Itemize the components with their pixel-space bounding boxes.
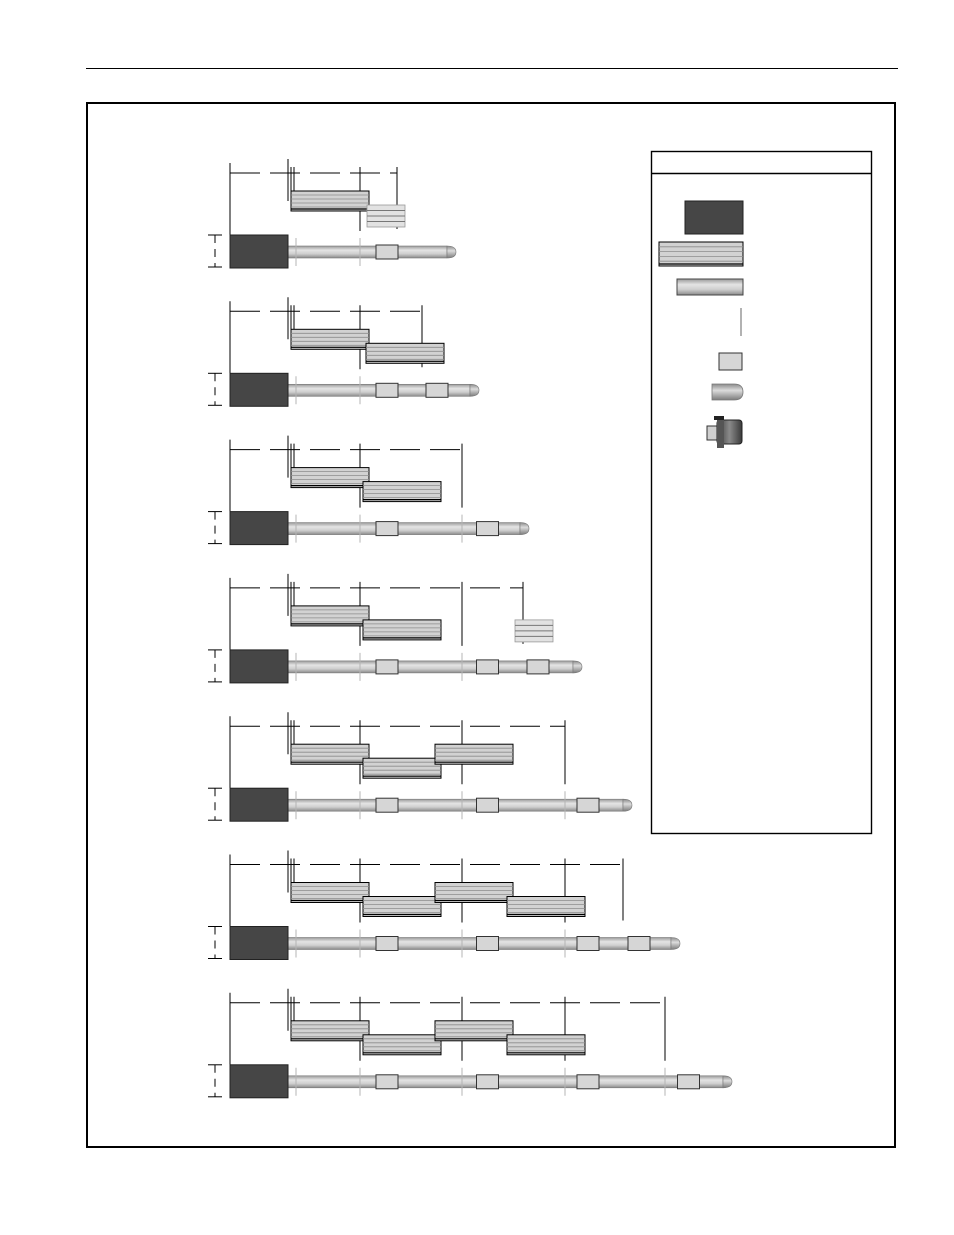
pad-body bbox=[291, 191, 369, 211]
drive-unit bbox=[230, 373, 288, 406]
configuration-5 bbox=[208, 712, 632, 821]
pad-body bbox=[291, 468, 369, 488]
pad-assembly bbox=[291, 191, 369, 211]
pad-body bbox=[363, 758, 441, 778]
drive-unit bbox=[230, 927, 288, 960]
pad-assembly bbox=[291, 468, 369, 488]
end-cap bbox=[520, 523, 529, 535]
slide-block bbox=[477, 522, 499, 536]
partial-pad bbox=[367, 205, 405, 227]
pad-body bbox=[291, 606, 369, 626]
slide-block bbox=[577, 1075, 599, 1089]
tube bbox=[288, 1076, 723, 1088]
pad-assembly bbox=[291, 606, 369, 626]
legend-drive-unit bbox=[685, 201, 743, 234]
slide-block bbox=[477, 798, 499, 812]
configuration-1 bbox=[208, 159, 456, 268]
legend-slide-block bbox=[719, 353, 742, 370]
pad-assembly bbox=[507, 1035, 585, 1055]
slide-block bbox=[577, 937, 599, 951]
clamp-bolt bbox=[714, 416, 724, 420]
end-cap bbox=[573, 661, 582, 673]
pad-body bbox=[507, 897, 585, 917]
configuration-7 bbox=[208, 989, 732, 1098]
pad-assembly bbox=[366, 343, 444, 363]
slide-block bbox=[376, 1075, 398, 1089]
pad-body bbox=[435, 1021, 513, 1041]
pad-body bbox=[291, 329, 369, 349]
pad-body bbox=[435, 883, 513, 903]
end-cap bbox=[447, 246, 456, 258]
pad-assembly bbox=[291, 329, 369, 349]
pad-assembly bbox=[291, 744, 369, 764]
configuration-2 bbox=[208, 297, 479, 406]
pad-body bbox=[366, 343, 444, 363]
slide-block bbox=[376, 383, 398, 397]
pad-assembly bbox=[363, 897, 441, 917]
tube bbox=[288, 799, 623, 811]
end-cap bbox=[623, 799, 632, 811]
drive-unit bbox=[230, 1065, 288, 1098]
drive-unit bbox=[230, 650, 288, 683]
partial-pad bbox=[515, 620, 553, 642]
legend-bearing-clamp bbox=[707, 416, 742, 448]
pad-body bbox=[435, 744, 513, 764]
pad-assembly bbox=[363, 620, 441, 640]
pad-body bbox=[291, 883, 369, 903]
slide-block bbox=[376, 798, 398, 812]
drive-unit bbox=[230, 512, 288, 545]
legend-pad-assembly bbox=[659, 242, 743, 266]
slide-block bbox=[577, 798, 599, 812]
pad-body bbox=[291, 744, 369, 764]
pad-assembly bbox=[507, 897, 585, 917]
slide-block bbox=[477, 660, 499, 674]
slide-block bbox=[376, 245, 398, 259]
end-cap bbox=[723, 1076, 732, 1088]
clamp-web bbox=[717, 420, 724, 448]
pad-assembly bbox=[435, 744, 513, 764]
slide-block bbox=[628, 937, 650, 951]
legend bbox=[652, 152, 872, 834]
drive-unit bbox=[230, 788, 288, 821]
pad-body bbox=[659, 242, 743, 266]
slide-block bbox=[678, 1075, 700, 1089]
slide-block bbox=[376, 660, 398, 674]
pad-assembly bbox=[363, 1035, 441, 1055]
pad-assembly bbox=[435, 883, 513, 903]
legend-tube bbox=[677, 279, 743, 295]
tube bbox=[288, 246, 447, 258]
pad-body bbox=[363, 1035, 441, 1055]
configuration-4 bbox=[208, 574, 582, 683]
slide-block bbox=[376, 937, 398, 951]
slide-block bbox=[376, 522, 398, 536]
pad-assembly bbox=[291, 883, 369, 903]
pad-assembly bbox=[363, 482, 441, 502]
configuration-3 bbox=[208, 436, 529, 545]
pad-body bbox=[363, 620, 441, 640]
pad-body bbox=[507, 1035, 585, 1055]
pad-body bbox=[363, 897, 441, 917]
pad-body bbox=[291, 1021, 369, 1041]
end-cap bbox=[671, 938, 680, 950]
pad-assembly bbox=[291, 1021, 369, 1041]
slide-block bbox=[426, 383, 448, 397]
drive-unit bbox=[230, 235, 288, 268]
slide-block bbox=[527, 660, 549, 674]
pad-assembly bbox=[363, 758, 441, 778]
legend-end-cap bbox=[712, 384, 743, 400]
pad-assembly bbox=[435, 1021, 513, 1041]
end-cap bbox=[470, 384, 479, 396]
configuration-group bbox=[208, 159, 732, 1098]
slide-block bbox=[477, 937, 499, 951]
configuration-6 bbox=[208, 851, 680, 960]
pad-body bbox=[363, 482, 441, 502]
slide-block bbox=[477, 1075, 499, 1089]
